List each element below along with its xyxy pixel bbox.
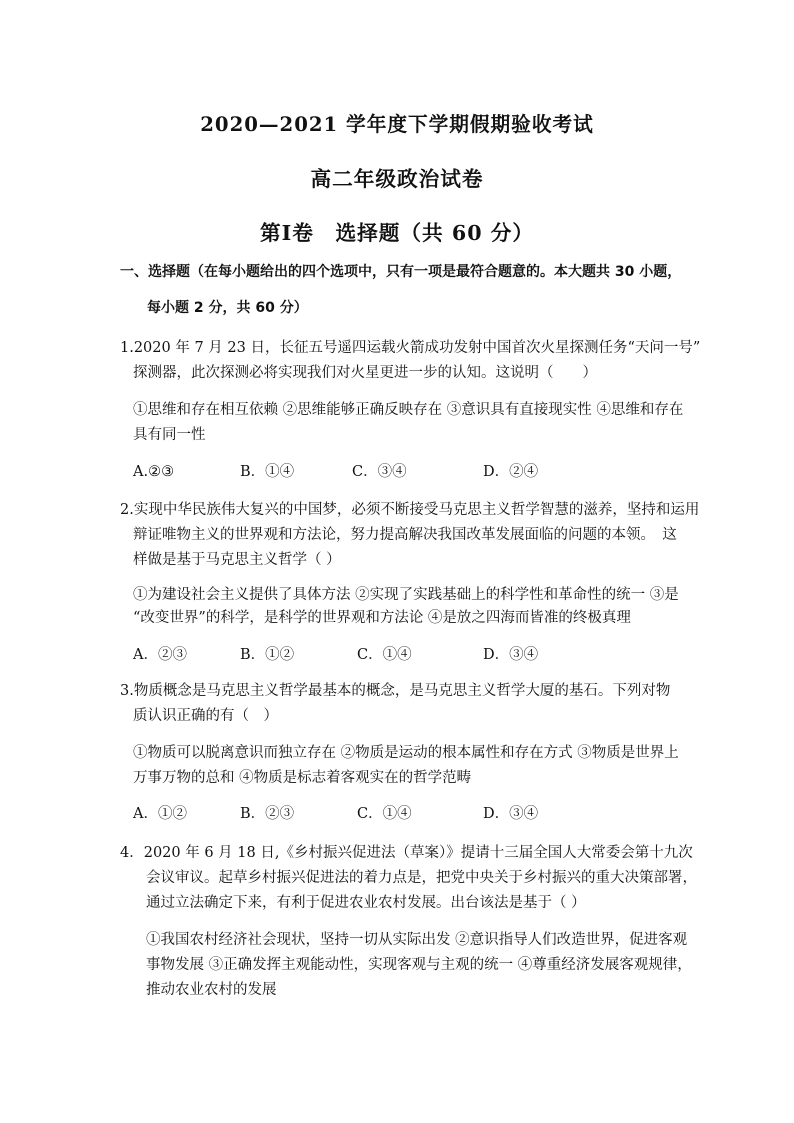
statement-line: ①思维和存在相互依赖 ②思维能够正确反映存在 ③意识具有直接现实性 ④思维和存在 bbox=[133, 402, 684, 418]
question-stem-line: 2.实现中华民族伟大复兴的中国梦，必须不断接受马克思主义哲学智慧的滋养，坚持和运用 bbox=[120, 502, 700, 518]
question-stem-line: 质认识正确的有（ ） bbox=[133, 708, 278, 724]
option-c: C．③④ bbox=[352, 464, 407, 480]
question-stem-line: 通过立法确定下来，有利于促进农业农村发展。出台该法是基于（ ） bbox=[146, 895, 586, 911]
statement-line: ①为建设社会主义提供了具体方法 ②实现了实践基础上的科学性和革命性的统一 ③是 bbox=[133, 587, 679, 603]
statement-line: ①物质可以脱离意识而独立存在 ②物质是运动的根本属性和存在方式 ③物质是世界上 bbox=[133, 745, 679, 761]
question-stem-line: 4．2020 年 6 月 18 日,《乡村振兴促进法（草案）》提请十三届全国人大常委会第十九次 bbox=[120, 845, 693, 861]
statement-line: “改变世界”的科学，是科学的世界观和方法论 ④是放之四海而皆准的终极真理 bbox=[133, 610, 631, 626]
statement-line: 具有同一性 bbox=[133, 427, 206, 443]
part-heading: 第Ⅰ卷 选择题（共 60 分） bbox=[260, 221, 534, 245]
option-a: A．②③ bbox=[133, 647, 187, 663]
question-stem-line: 3.物质概念是马克思主义哲学最基本的概念，是马克思主义哲学大厦的基石。下列对物 bbox=[120, 683, 671, 699]
exam-subtitle: 高二年级政治试卷 bbox=[310, 167, 484, 191]
option-b: B．①② bbox=[240, 647, 295, 663]
question-stem-line: 会议审议。起草乡村振兴促进法的着力点是，把党中央关于乡村振兴的重大决策部署， bbox=[146, 870, 697, 886]
exam-title: 2020—2021 学年度下学期假期验收考试 bbox=[200, 113, 594, 136]
section-instruction-line1: 一、选择题（在每小题给出的四个选项中，只有一项是最符合题意的。本大题共 30 小题， bbox=[120, 264, 682, 280]
question-stem-line: 辩证唯物主义的世界观和方法论，努力提高解决我国改革发展面临的问题的本领。 这 bbox=[133, 527, 677, 543]
option-c: C．①④ bbox=[357, 806, 412, 822]
option-c: C．①④ bbox=[357, 647, 412, 663]
option-d: D．③④ bbox=[483, 647, 539, 663]
option-b: B．①④ bbox=[240, 464, 295, 480]
statement-line: ①我国农村经济社会现状，坚持一切从实际出发 ②意识指导人们改造世界，促进客观 bbox=[146, 932, 688, 948]
option-d: D．②④ bbox=[483, 464, 539, 480]
statement-line: 事物发展 ③正确发挥主观能动性，实现客观与主观的统一 ④尊重经济发展客观规律， bbox=[146, 957, 692, 973]
option-a: A.②③ bbox=[133, 464, 175, 480]
statement-line: 推动农业农村的发展 bbox=[146, 982, 277, 998]
option-d: D．③④ bbox=[483, 806, 539, 822]
question-stem-line: 探测器，此次探测必将实现我们对火星更进一步的认知。这说明（ ） bbox=[133, 365, 597, 381]
option-a: A．①② bbox=[133, 806, 187, 822]
section-instruction-line2: 每小题 2 分，共 60 分） bbox=[147, 300, 308, 316]
question-stem-line: 1.2020 年 7 月 23 日，长征五号遥四运载火箭成功发射中国首次火星探测任务“天问一号” bbox=[120, 340, 701, 356]
statement-line: 万事万物的总和 ④物质是标志着客观实在的哲学范畴 bbox=[133, 770, 472, 786]
option-b: B．②③ bbox=[240, 806, 295, 822]
question-stem-line: 样做是基于马克思主义哲学（ ） bbox=[133, 552, 341, 568]
